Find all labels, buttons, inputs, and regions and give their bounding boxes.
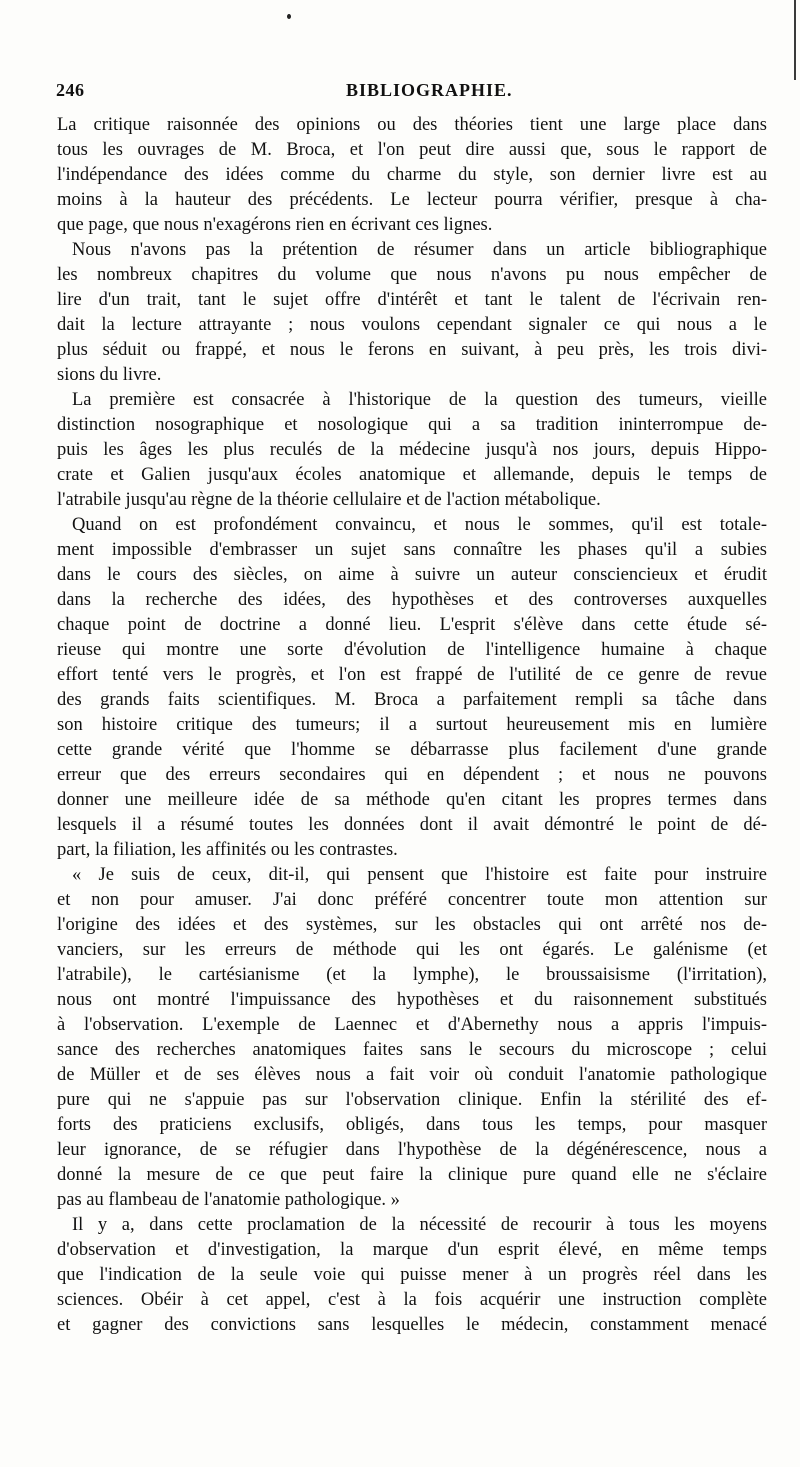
text-line: pure qui ne s'appuie pas sur l'observation clinique. Enfin la stérilité des ef-: [57, 1090, 767, 1110]
text-line: part, la filiation, les affinités ou les contrastes.: [57, 840, 398, 860]
page-number: 246: [56, 80, 85, 100]
text-line: et gagner des convictions sans lesquelles le médecin, constamment menacé: [57, 1315, 767, 1335]
text-line: crate et Galien jusqu'aux écoles anatomique et allemande, depuis le temps de: [57, 465, 767, 485]
text-line: La critique raisonnée des opinions ou des théories tient une large place dans: [57, 115, 767, 135]
text-line: chaque point de doctrine a donné lieu. L'esprit s'élève dans cette étude sé-: [57, 615, 767, 635]
text-line: La première est consacrée à l'historique de la question des tumeurs, vieille: [72, 390, 767, 410]
text-line: donné la mesure de ce que peut faire la clinique pure quand elle ne s'éclaire: [57, 1165, 767, 1185]
text-line: dans le cours des siècles, on aime à suivre un auteur consciencieux et érudit: [57, 565, 767, 585]
text-line: dans la recherche des idées, des hypothèses et des controverses auxquelles: [57, 590, 767, 610]
text-line: les nombreux chapitres du volume que nous n'avons pu nous empêcher de: [57, 265, 767, 285]
text-line: forts des praticiens exclusifs, obligés, dans tous les temps, pour masquer: [57, 1115, 767, 1135]
text-line: puis les âges les plus reculés de la médecine jusqu'à nos jours, depuis Hippo-: [57, 440, 767, 460]
text-line: sance des recherches anatomiques faites sans le secours du microscope ; celui: [57, 1040, 767, 1060]
text-line: rieuse qui montre une sorte d'évolution de l'intelligence humaine à chaque: [57, 640, 767, 660]
text-line: dait la lecture attrayante ; nous voulons cependant signaler ce qui nous a le: [57, 315, 767, 335]
text-line: lesquels il a résumé toutes les données dont il avait démontré le point de dé-: [57, 815, 767, 835]
text-line: l'origine des idées et des systèmes, sur les obstacles qui ont arrêté nos de-: [57, 915, 767, 935]
text-line: que page, que nous n'exagérons rien en écrivant ces lignes.: [57, 215, 493, 235]
text-line: sions du livre.: [57, 365, 162, 385]
text-line: leur ignorance, de se réfugier dans l'hypothèse de la dégénérescence, nous a: [57, 1140, 767, 1160]
text-line: donner une meilleure idée de sa méthode qu'en citant les propres termes dans: [57, 790, 767, 810]
text-line: cette grande vérité que l'homme se débarrasse plus facilement d'une grande: [57, 740, 767, 760]
body-text: [57, 113, 767, 1338]
text-line: à l'observation. L'exemple de Laennec et d'Abernethy nous a appris l'impuis-: [57, 1015, 767, 1035]
text-line: « Je suis de ceux, dit-il, qui pensent que l'histoire est faite pour instruire: [72, 865, 767, 885]
page-edge: [794, 0, 796, 80]
text-line: l'atrabile jusqu'au règne de la théorie cellulaire et de l'action métabolique.: [57, 490, 601, 510]
text-line: et non pour amuser. J'ai donc préféré concentrer toute mon attention sur: [57, 890, 767, 910]
ink-speck: [287, 14, 291, 19]
text-line: ment impossible d'embrasser un sujet sans connaître les phases qu'il a subies: [57, 540, 767, 560]
text-line: erreur que des erreurs secondaires qui en dépendent ; et nous ne pouvons: [57, 765, 767, 785]
running-title: BIBLIOGRAPHIE.: [346, 80, 513, 100]
text-line: l'atrabile), le cartésianisme (et la lymphe), le broussaisisme (l'irritation),: [57, 965, 767, 985]
text-line: des grands faits scientifiques. M. Broca a parfaitement rempli sa tâche dans: [57, 690, 767, 710]
text-line: Il y a, dans cette proclamation de la nécessité de recourir à tous les moyens: [72, 1215, 767, 1235]
text-line: pas au flambeau de l'anatomie pathologique. »: [57, 1190, 400, 1210]
text-line: que l'indication de la seule voie qui puisse mener à un progrès réel dans les: [57, 1265, 767, 1285]
text-line: vanciers, sur les erreurs de méthode qui les ont égarés. Le galénisme (et: [57, 940, 767, 960]
text-line: lire d'un trait, tant le sujet offre d'intérêt et tant le talent de l'écrivain ren-: [57, 290, 767, 310]
text-line: l'indépendance des idées comme du charme du style, son dernier livre est au: [57, 165, 767, 185]
text-line: distinction nosographique et nosologique qui a sa tradition ininterrompue de-: [57, 415, 767, 435]
text-line: moins à la hauteur des précédents. Le lecteur pourra vérifier, presque à cha-: [57, 190, 767, 210]
page-header: [56, 80, 756, 110]
text-line: Quand on est profondément convaincu, et nous le sommes, qu'il est totale-: [72, 515, 767, 535]
text-line: plus séduit ou frappé, et nous le ferons en suivant, à peu près, les trois divi-: [57, 340, 767, 360]
text-line: tous les ouvrages de M. Broca, et l'on peut dire aussi que, sous le rapport de: [57, 140, 767, 160]
text-line: de Müller et de ses élèves nous a fait voir où conduit l'anatomie pathologique: [57, 1065, 767, 1085]
text-line: sciences. Obéir à cet appel, c'est à la fois acquérir une instruction complète: [57, 1290, 767, 1310]
text-line: nous ont montré l'impuissance des hypothèses et du raisonnement substitués: [57, 990, 767, 1010]
text-line: effort tenté vers le progrès, et l'on est frappé de l'utilité de ce genre de revue: [57, 665, 767, 685]
text-line: son histoire critique des tumeurs; il a surtout heureusement mis en lumière: [57, 715, 767, 735]
text-line: Nous n'avons pas la prétention de résumer dans un article bibliographique: [72, 240, 767, 260]
text-line: d'observation et d'investigation, la marque d'un esprit élevé, en même temps: [57, 1240, 767, 1260]
